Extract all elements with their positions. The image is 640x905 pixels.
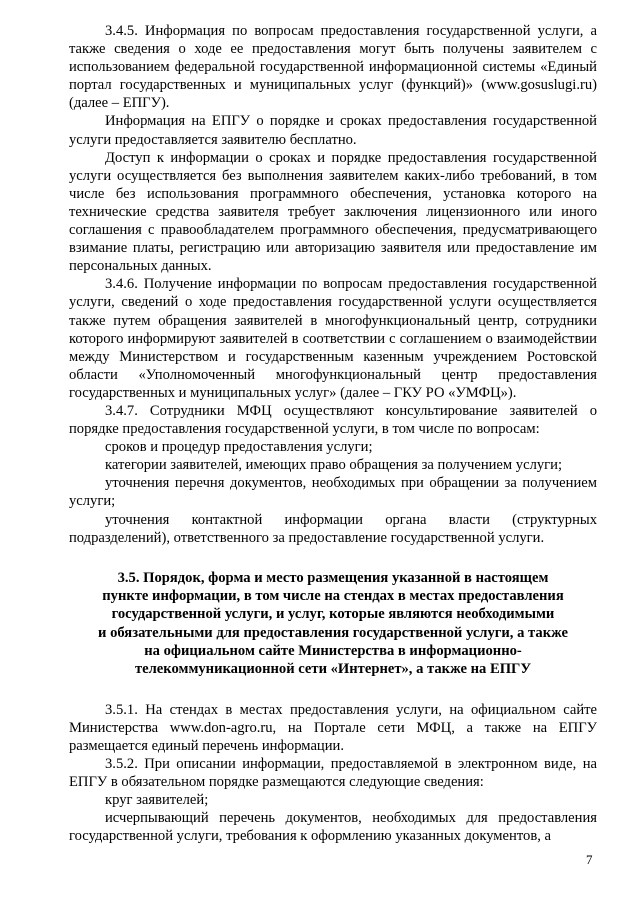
section-heading-3-5 [69, 569, 597, 679]
heading-line: и обязательными для предоставления государственной услуги, а также [98, 624, 568, 641]
page-number: 7 [586, 852, 593, 867]
list-item-documents: уточнения перечня документов, необходимых при обращении за получением услуги; [69, 475, 597, 510]
list-item-applicants: круг заявителей; [105, 791, 209, 808]
paragraph-3-4-6: 3.4.6. Получение информации по вопросам предоставления государственной услуги, сведений о ходе предоставления государственной услуги осуществляется также путем обращения заявителей в многофункциональный центр, сотрудники которого информируют заявителей в соответствии с соглашением о взаимодействии между Министерством и государственным казенным учреждением Ростовской области «Уполномоченный многофункциональный центр предоставления государственных и муниципальных услуг» (далее – ГКУ РО «УМФЦ»). [69, 276, 597, 401]
paragraph-epgu-free: Информация на ЕПГУ о порядке и сроках предоставления государственной услуги предоставляется заявителю бесплатно. [69, 113, 597, 148]
heading-line: 3.5. Порядок, форма и место размещения указанной в настоящем [117, 569, 549, 586]
paragraph-3-4-5: 3.4.5. Информация по вопросам предоставления государственной услуги, а также сведения о ходе ее предоставления могут быть получены заявителем с использованием федеральной государственной информационной системы «Единый портал государственных и муниципальных услуг (функций)» (www.gosuslugi.ru) (далее – ЕПГУ). [69, 23, 597, 112]
paragraph-access-info: Доступ к информации о сроках и порядке предоставления государственной услуги осуществляется без выполнения заявителем каких-либо требований, в том числе без использования программного обеспечения, установка которого на технические средства заявителя требует заключения лицензионного или иного соглашения с правообладателем программного обеспечения, предусматривающего взимание платы, регистрацию или авторизацию заявителя или предоставление им персональных данных. [69, 149, 597, 275]
heading-line: государственной услуги, и услуг, которые являются необходимыми [111, 606, 555, 623]
list-item-document-list: исчерпывающий перечень документов, необходимых для предоставления государственной услуги, требования к оформлению указанных документов, а [69, 810, 597, 845]
heading-line: пункте информации, в том числе на стендах в местах предоставления [102, 588, 564, 605]
document-body [69, 22, 597, 845]
paragraph-3-5-2: 3.5.2. При описании информации, предоставляемой в электронном виде, на ЕПГУ в обязательном порядке размещаются следующие сведения: [69, 755, 597, 790]
list-item-deadlines: сроков и процедур предоставления услуги; [105, 439, 373, 456]
list-item-categories: категории заявителей, имеющих право обращения за получением услуги; [105, 457, 563, 474]
heading-line: телекоммуникационной сети «Интернет», а также на ЕПГУ [134, 661, 532, 678]
paragraph-3-4-7: 3.4.7. Сотрудники МФЦ осуществляют консультирование заявителей о порядке предоставления государственной услуги, в том числе по вопросам: [69, 402, 597, 438]
list-item-contacts: уточнения контактной информации органа власти (структурных подразделений), ответственного за предоставление государственной услуги. [69, 511, 597, 546]
heading-line: на официальном сайте Министерства в информационно- [144, 642, 522, 659]
paragraph-3-5-1: 3.5.1. На стендах в местах предоставления услуги, на официальном сайте Министерства www.don-agro.ru, на Портале сети МФЦ, а также на ЕПГУ размещается единый перечень информации. [69, 701, 597, 754]
